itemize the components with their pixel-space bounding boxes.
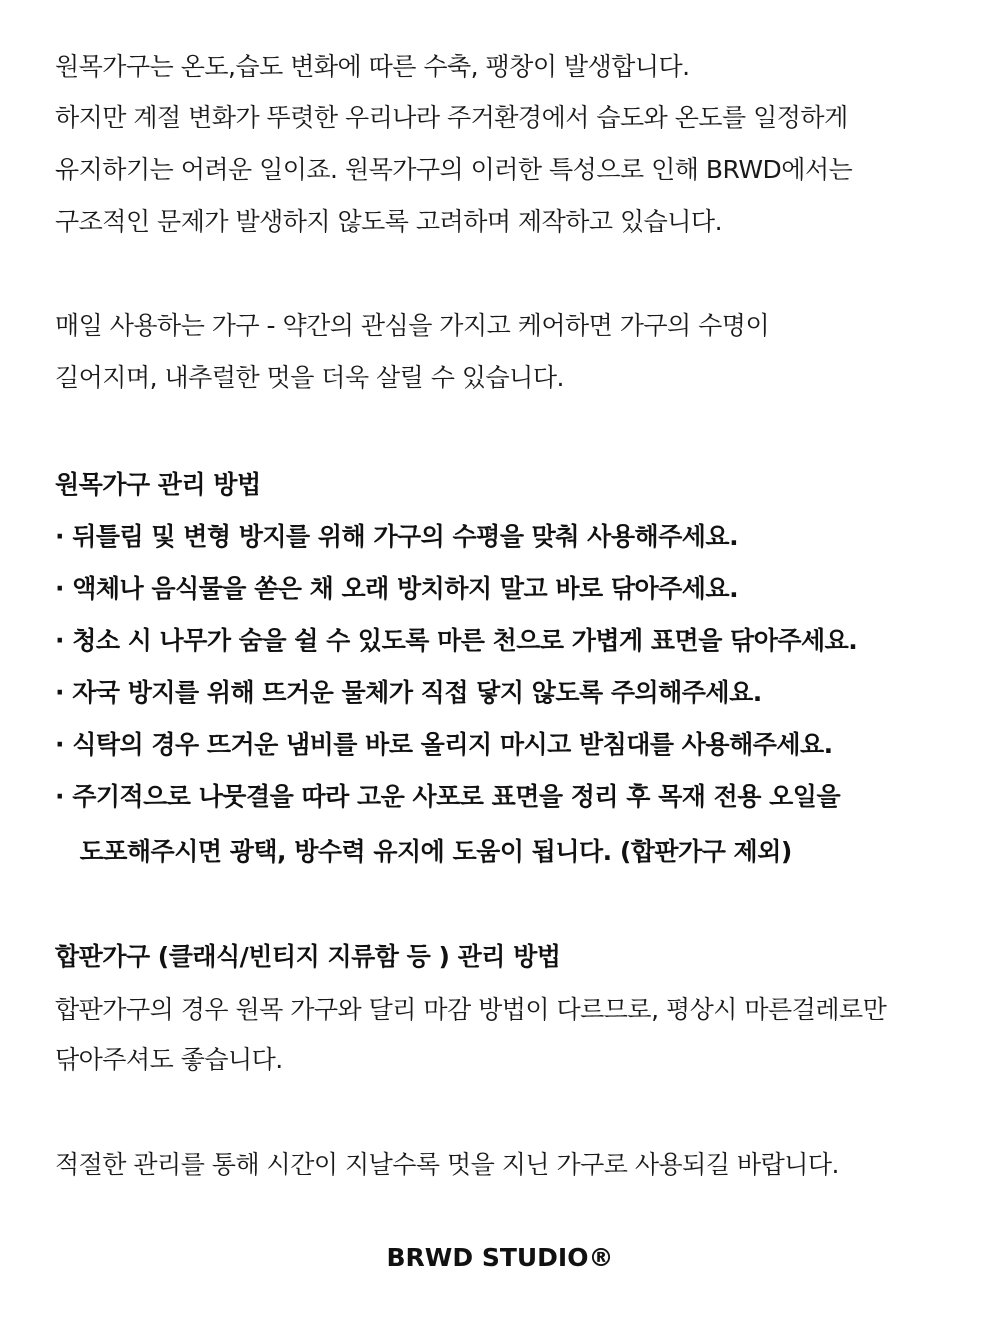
- intro-line: 하지만 계절 변화가 뚜렷한 우리나라 주거환경에서 습도와 온도를 일정하게: [55, 103, 848, 132]
- intro-line: 원목가구는 온도,습도 변화에 따른 수축, 팽창이 발생합니다.: [55, 52, 690, 81]
- solid-wood-item: · 주기적으로 나뭇결을 따라 고운 사포로 표면을 정리 후 목재 전용 오일을: [55, 782, 841, 811]
- plywood-heading: 합판가구 (클래식/빈티지 지류함 등 ) 관리 방법: [55, 942, 561, 971]
- plywood-line: 합판가구의 경우 원목 가구와 달리 마감 방법이 다르므로, 평상시 마른걸레로만: [55, 995, 887, 1024]
- solid-wood-item: · 뒤틀림 및 변형 방지를 위해 가구의 수평을 맞춰 사용해주세요.: [55, 522, 739, 551]
- intro-line: 구조적인 문제가 발생하지 않도록 고려하며 제작하고 있습니다.: [55, 207, 723, 236]
- solid-wood-item-continued: 도포해주시면 광택, 방수력 유지에 도움이 됩니다. (합판가구 제외): [55, 837, 792, 866]
- closing-line: 적절한 관리를 통해 시간이 지날수록 멋을 지닌 가구로 사용되길 바랍니다.: [55, 1150, 839, 1179]
- care-note-line: 길어지며, 내추럴한 멋을 더욱 살릴 수 있습니다.: [55, 363, 564, 392]
- intro-line: 유지하기는 어려운 일이죠. 원목가구의 이러한 특성으로 인해 BRWD에서는: [55, 155, 853, 184]
- care-note-line: 매일 사용하는 가구 - 약간의 관심을 가지고 케어하면 가구의 수명이: [55, 311, 770, 340]
- brand-signature: BRWD STUDIO®: [386, 1243, 614, 1272]
- solid-wood-item: · 액체나 음식물을 쏟은 채 오래 방치하지 말고 바로 닦아주세요.: [55, 574, 739, 603]
- plywood-line: 닦아주셔도 좋습니다.: [55, 1045, 283, 1074]
- solid-wood-heading: 원목가구 관리 방법: [55, 470, 261, 499]
- solid-wood-item: · 자국 방지를 위해 뜨거운 물체가 직접 닿지 않도록 주의해주세요.: [55, 678, 762, 707]
- solid-wood-item: · 청소 시 나무가 숨을 쉴 수 있도록 마른 천으로 가볍게 표면을 닦아주세요.: [55, 626, 858, 655]
- solid-wood-item: · 식탁의 경우 뜨거운 냄비를 바로 올리지 마시고 받침대를 사용해주세요.: [55, 730, 833, 759]
